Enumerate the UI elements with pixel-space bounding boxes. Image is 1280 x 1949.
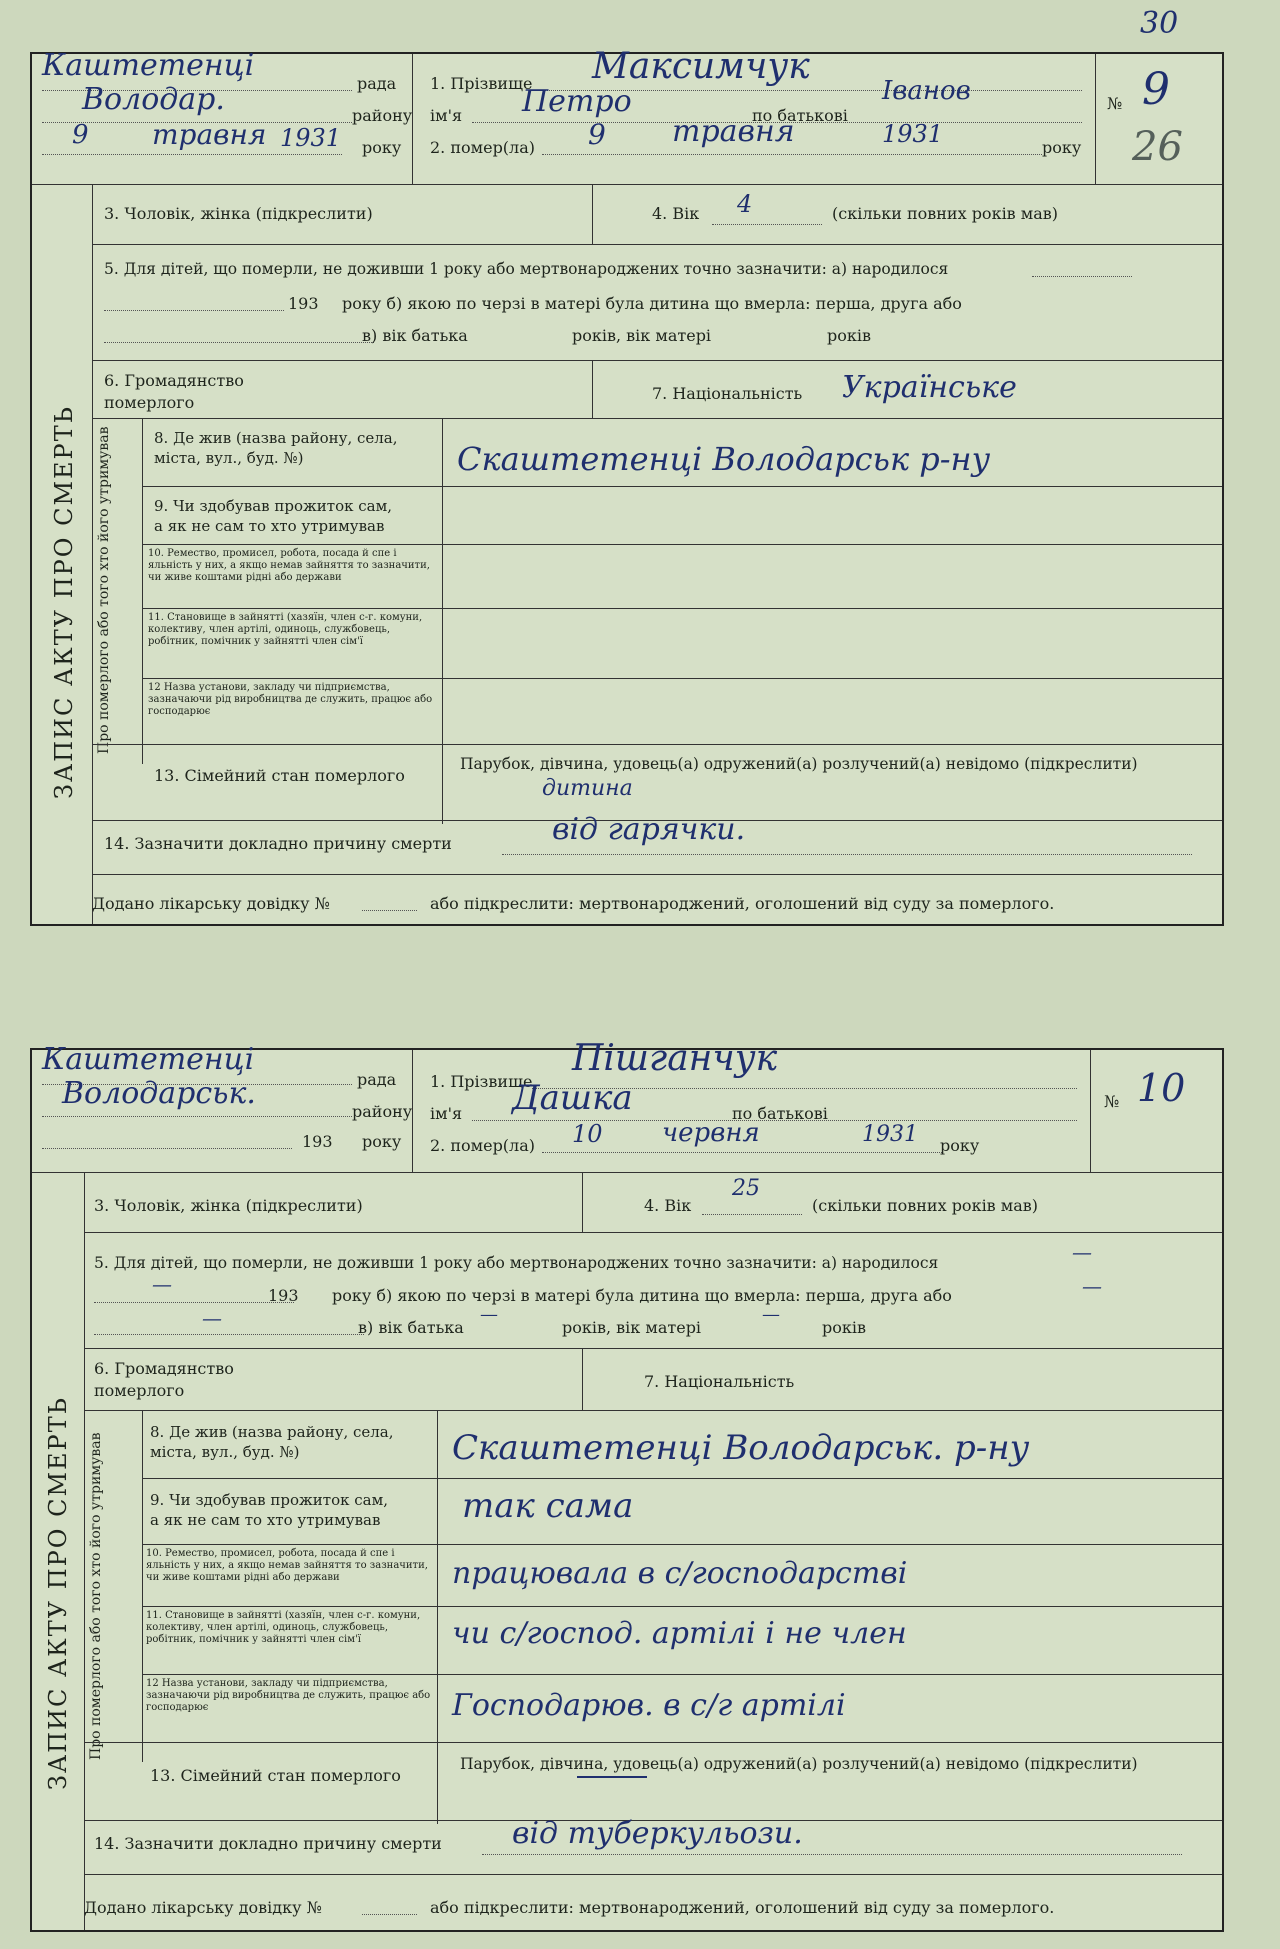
q5-year-value: — — [152, 1272, 172, 1296]
death-year-value: 1931 — [882, 120, 944, 148]
death-month-value: травня — [672, 114, 795, 149]
q9-label: 9. Чи здобував прожиток сам, а як не сам то хто утримував — [154, 497, 393, 535]
q13-label: 13. Сімейний стан померлого — [150, 1766, 401, 1785]
death-record-form-1 — [30, 46, 1224, 926]
footer-b: або підкреслити: мертвонароджений, оголошений від суду за померлого. — [430, 894, 1055, 913]
q13-label: 13. Сімейний стан померлого — [154, 766, 405, 785]
q5-father-value: — — [202, 1306, 222, 1330]
patronymic-value: Іванов — [882, 76, 971, 106]
district-label: району — [352, 1102, 413, 1121]
side-title: ЗАПИС АКТУ ПРО СМЕРТЬ — [50, 405, 78, 799]
death-year-label: року — [1042, 138, 1082, 157]
q5-order-value: — — [1082, 1274, 1102, 1298]
q5-line3a: в) вік батька — [362, 326, 468, 345]
sex-label: 3. Чоловік, жінка (підкреслити) — [104, 204, 373, 223]
cause-value: від туберкульози. — [512, 1816, 803, 1851]
name-label: ім'я — [430, 1104, 463, 1123]
reg-day-value: 9 — [72, 120, 89, 150]
q5-year-label: 193 — [288, 294, 319, 313]
q13-options: Парубок, дівчина, удовець(а) одружений(а) розлучений(а) невідомо (підкреслити) — [460, 755, 1138, 773]
age-value: 4 — [737, 190, 753, 218]
reg-year-prefix: 193 — [302, 1132, 333, 1151]
surname-value: Максимчук — [592, 46, 810, 87]
reg-year-value: 1931 — [280, 124, 342, 152]
number-label: № — [1107, 94, 1123, 113]
name-value: Петро — [522, 84, 632, 119]
footer-a: Додано лікарську довідку № — [92, 894, 330, 913]
age-label: 4. Вік — [652, 204, 700, 223]
nationality-value: Українське — [842, 370, 1017, 405]
margin-note: 26 — [1132, 124, 1183, 170]
council-value: Каштетенці — [42, 1042, 255, 1077]
occupation-cont-value: чи с/господ. артілі і не член — [452, 1616, 907, 1651]
q5-born-value: — — [1072, 1240, 1092, 1264]
death-date-label: 2. помер(ла) — [430, 138, 535, 157]
livelihood-value: так сама — [462, 1486, 634, 1526]
q8-label: 8. Де жив (назва району, села, міста, вул., буд. №) — [150, 1423, 394, 1461]
surname-label: 1. Прізвище — [430, 1072, 533, 1091]
q14-label: 14. Зазначити докладно причину смерти — [104, 834, 452, 853]
q5-line3c: років — [827, 326, 871, 345]
name-label: ім'я — [430, 106, 463, 125]
q10-label: 10. Ремество, промисел, робота, посада й спе і яльність у них, а якщо немав зайняття то зазначити, чи живе коштами рідні або держави — [146, 1548, 428, 1583]
death-day-value: 9 — [588, 118, 606, 151]
district-value: Володар. — [82, 82, 225, 117]
page-number: 30 — [1140, 6, 1179, 41]
marital-underline — [577, 1776, 647, 1778]
q10-label: 10. Ремество, промисел, робота, посада й спе і яльність у них, а якщо немав зайняття то зазначити, чи живе коштами рідні або держави — [148, 548, 430, 583]
record-number: 10 — [1137, 1066, 1186, 1110]
death-day-value: 10 — [572, 1120, 603, 1148]
q12-label: 12 Назва установи, закладу чи підприємства, зазначаючи рід виробництва де служить, працює або господарює — [146, 1678, 431, 1713]
q5-line3a: в) вік батька — [358, 1318, 464, 1337]
cause-value: від гарячки. — [552, 812, 746, 847]
council-label: рада — [357, 74, 397, 93]
surname-label: 1. Прізвище — [430, 74, 533, 93]
institution-value: Господарюв. в с/г артілі — [452, 1688, 846, 1723]
q5-line1: 5. Для дітей, що померли, не доживши 1 року або мертвонароджених точно зазначити: а) народилося — [94, 1254, 939, 1272]
age-note: (скільки повних років мав) — [832, 204, 1059, 223]
reg-month-value: травня — [152, 118, 267, 151]
side-subtitle: Про померлого або того хто його утримував — [88, 1432, 104, 1760]
q6-label: 6. Громадянство померлого — [94, 1359, 234, 1400]
death-month-value: червня — [662, 1118, 760, 1148]
q5-line3b: років, вік матері — [562, 1318, 702, 1337]
record-number: 9 — [1142, 64, 1170, 115]
patronymic-label: по батькові — [732, 1104, 828, 1123]
death-record-form-2 — [30, 1038, 1224, 1932]
q5-mother-value: — — [762, 1304, 780, 1325]
patronymic-label: по батькові — [752, 106, 848, 125]
district-value: Володарськ. — [62, 1076, 256, 1111]
q9-label: 9. Чи здобував прожиток сам, а як не сам то хто утримував — [150, 1491, 389, 1529]
age-value: 25 — [732, 1176, 760, 1201]
q5-line3b: років, вік матері — [572, 326, 712, 345]
death-year-value: 1931 — [862, 1122, 918, 1147]
reg-year-label: року — [362, 138, 402, 157]
age-note: (скільки повних років мав) — [812, 1196, 1039, 1215]
q8-label: 8. Де жив (назва району, села, міста, вул., буд. №) — [154, 429, 398, 467]
residence-value: Скаштетенці Володарськ р-ну — [457, 440, 991, 478]
surname-value: Пішганчук — [572, 1038, 778, 1079]
q6-label: 6. Громадянство померлого — [104, 371, 244, 412]
q7-label: 7. Національність — [652, 384, 803, 403]
q11-label: 11. Становище в зайнятті (хазяїн, член с-г. комуни, колективу, член артілі, одиноць, службовець, робітник, помічник у зайнятті член сім'ї — [146, 1610, 421, 1645]
number-label: № — [1104, 1092, 1120, 1111]
occupation-value: працювала в с/господарстві — [452, 1556, 908, 1591]
council-value: Каштетенці — [42, 48, 255, 83]
reg-year-label: року — [362, 1132, 402, 1151]
side-title: ЗАПИС АКТУ ПРО СМЕРТЬ — [44, 1396, 72, 1790]
marital-mark: дитина — [542, 776, 633, 801]
district-label: району — [352, 106, 413, 125]
q7-label: 7. Національність — [644, 1372, 795, 1391]
q11-label: 11. Становище в зайнятті (хазяїн, член с-г. комуни, колективу, член артілі, одиноць, службовець, робітник, помічник у зайнятті член сім'ї — [148, 612, 423, 647]
side-subtitle: Про померлого або того хто його утримував — [96, 426, 112, 754]
q5-year-label: 193 — [268, 1286, 299, 1305]
q14-label: 14. Зазначити докладно причину смерти — [94, 1834, 442, 1853]
death-date-label: 2. помер(ла) — [430, 1136, 535, 1155]
footer-a: Додано лікарську довідку № — [84, 1898, 322, 1917]
q5-line2: року б) якою по черзі в матері була дитина що вмерла: перша, друга або — [342, 294, 962, 313]
residence-value: Скаштетенці Володарськ. р-ну — [452, 1428, 1030, 1468]
age-label: 4. Вік — [644, 1196, 692, 1215]
q5-line1: 5. Для дітей, що померли, не доживши 1 року або мертвонароджених точно зазначити: а) народилося — [104, 260, 949, 278]
q5-line2: року б) якою по черзі в матері була дитина що вмерла: перша, друга або — [332, 1286, 952, 1305]
q5-line3c: років — [822, 1318, 866, 1337]
footer-b: або підкреслити: мертвонароджений, оголошений від суду за померлого. — [430, 1898, 1055, 1917]
name-value: Дашка — [512, 1078, 633, 1118]
q12-label: 12 Назва установи, закладу чи підприємства, зазначаючи рід виробництва де служить, працює або господарює — [148, 682, 433, 717]
q5-father-mark: — — [480, 1304, 498, 1325]
q13-options: Парубок, дівчина, удовець(а) одружений(а) розлучений(а) невідомо (підкреслити) — [460, 1755, 1138, 1773]
sex-label: 3. Чоловік, жінка (підкреслити) — [94, 1196, 363, 1215]
council-label: рада — [357, 1070, 397, 1089]
death-year-label: року — [940, 1136, 980, 1155]
